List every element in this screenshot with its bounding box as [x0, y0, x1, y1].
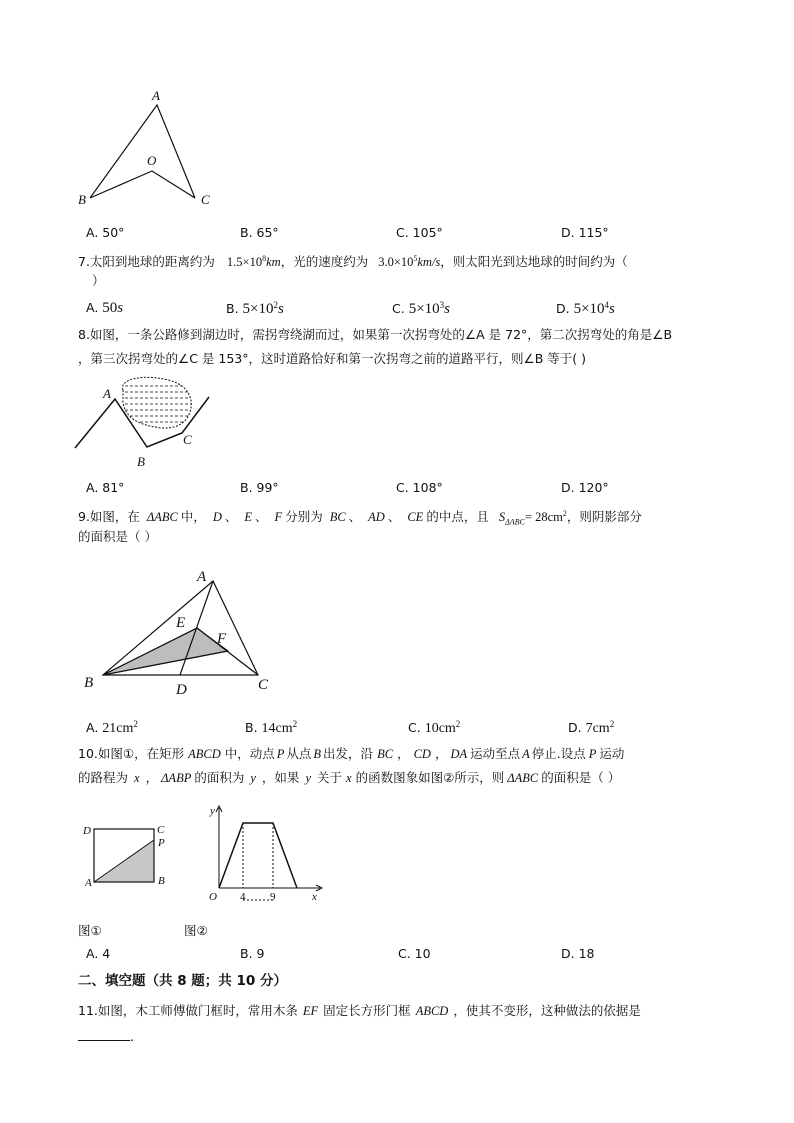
q9-question-line2: 的面积是（ ） [78, 529, 157, 544]
q8-label-a: A [103, 386, 111, 401]
q7-option-d[interactable]: D. $5\times 10^4s$ [556, 300, 615, 318]
q8-lake [123, 377, 192, 428]
q10-question-line1: 10.如图①，在矩形 ABCD 中，动点 P 从点 B 出发，沿 BC ， CD ， DA 运动至点 A 停止.设点 P 运动 [78, 746, 625, 761]
q8-question-line1: 8.如图，一条公路修到湖边时，需拐弯绕湖而过，如果第一次拐弯处的∠A 是 72°，第二次拐弯处的角是∠B [78, 327, 673, 342]
q6-triangle-figure [80, 88, 220, 213]
q7-question: 7.太阳到地球的距离约为 $1.5\times 10^8km$，光的速度约为 $3.0\times 10^5km/s$，则太阳光到达地球的时间约为（ [78, 254, 628, 270]
q6-option-d[interactable]: D. 115° [561, 225, 609, 240]
q8-question-line2: ，第三次拐弯处的∠C 是 153°，这时道路恰好和第一次拐弯之前的道路平行，则∠B 等于( ) [78, 351, 586, 366]
q10-graph-line [219, 823, 297, 888]
q8-label-b: B [137, 454, 145, 469]
q8-option-a[interactable]: A. 81° [86, 480, 125, 495]
q9-area-given: $S_{\Delta ABC}= 28cm^2$ [498, 509, 567, 527]
q7-option-a[interactable]: A. 50s [86, 300, 124, 316]
q9-label-c: C [258, 677, 269, 693]
q9-option-a[interactable]: A. $21cm^2$ [86, 719, 138, 737]
q10-label-x: x [312, 891, 317, 903]
q6-option-b[interactable]: B. 65° [240, 225, 279, 240]
q10-option-b[interactable]: B. 9 [240, 946, 265, 961]
q10-label-d: D [83, 825, 91, 837]
q9-shaded-region [103, 628, 228, 675]
q8-option-b[interactable]: B. 99° [240, 480, 279, 495]
q10-label-a: A [85, 877, 92, 889]
q10-option-a[interactable]: A. 4 [86, 946, 111, 961]
q9-triangle-figure [80, 565, 280, 700]
q6-inner-lines [90, 171, 195, 198]
q8-label-c: C [183, 432, 192, 447]
q10-label-o: O [209, 891, 217, 903]
q9-option-b[interactable]: B. $14cm^2$ [245, 719, 298, 737]
q10-question-line2: 的路程为 x ， ΔABP 的面积为 y ，如果 y 关于 x 的函数图象如图②所示，则 ΔABC 的面积是（ ） [78, 770, 621, 785]
q9-question-line1: 9.如图，在 ΔABC 中， D 、 E 、 F 分别为 BC 、 AD 、 CE 的中点，且 $S_{\Delta ABC}= 28cm^2$，则阴影部分 [78, 509, 642, 527]
q9-label-b: B [84, 675, 94, 691]
q7-speed: $3.0\times 10^5km/s$ [378, 254, 441, 270]
q8-option-c[interactable]: C. 108° [396, 480, 443, 495]
q10-figure1-caption: 图① [78, 923, 102, 938]
q10-label-9: 9 [270, 891, 276, 903]
q6-outer-triangle [90, 105, 195, 198]
q10-label-4: 4 [240, 891, 246, 903]
q7-option-b[interactable]: B. $5\times 10^2s$ [226, 300, 284, 318]
q10-option-d[interactable]: D. 18 [561, 946, 595, 961]
q6-label-b: B [78, 192, 86, 207]
q6-option-a[interactable]: A. 50° [86, 225, 125, 240]
q10-label-b: B [158, 875, 165, 887]
q11-question: 11.如图，木工师傅做门框时，常用木条 EF 固定长方形门框 ABCD ，使其不变形，这种做法的依据是 [78, 1003, 641, 1018]
q9-option-d[interactable]: D. $7cm^2$ [568, 719, 615, 737]
q8-road-figure [75, 372, 215, 472]
section-title-fill-blank: 二、填空题（共 8 题；共 10 分） [78, 973, 287, 989]
q11-answer-blank[interactable] [78, 1028, 130, 1041]
q7-question-close: ） [92, 273, 105, 288]
q6-label-o: O [147, 153, 157, 168]
q10-label-y: y [210, 805, 215, 817]
q10-label-p: P [158, 837, 165, 849]
q9-label-a: A [197, 569, 207, 585]
q9-label-f: F [217, 631, 227, 647]
q8-option-d[interactable]: D. 120° [561, 480, 609, 495]
q7-distance: $1.5\times 10^8km$ [226, 254, 281, 270]
q11-answer-line: . [78, 1026, 134, 1048]
q6-label-c: C [201, 192, 210, 207]
q9-label-d: D [176, 682, 187, 698]
q10-rectangle-figure [80, 820, 175, 895]
q9-label-e: E [176, 615, 186, 631]
q10-option-c[interactable]: C. 10 [398, 946, 431, 961]
q9-option-c[interactable]: C. $10cm^2$ [408, 719, 461, 737]
q6-option-c[interactable]: C. 105° [396, 225, 443, 240]
q6-label-a: A [152, 88, 160, 103]
q10-function-graph [200, 802, 325, 907]
q10-figure2-caption: 图② [184, 923, 208, 938]
q7-option-c[interactable]: C. $5\times 10^3s$ [392, 300, 450, 318]
q10-label-c: C [157, 824, 165, 836]
